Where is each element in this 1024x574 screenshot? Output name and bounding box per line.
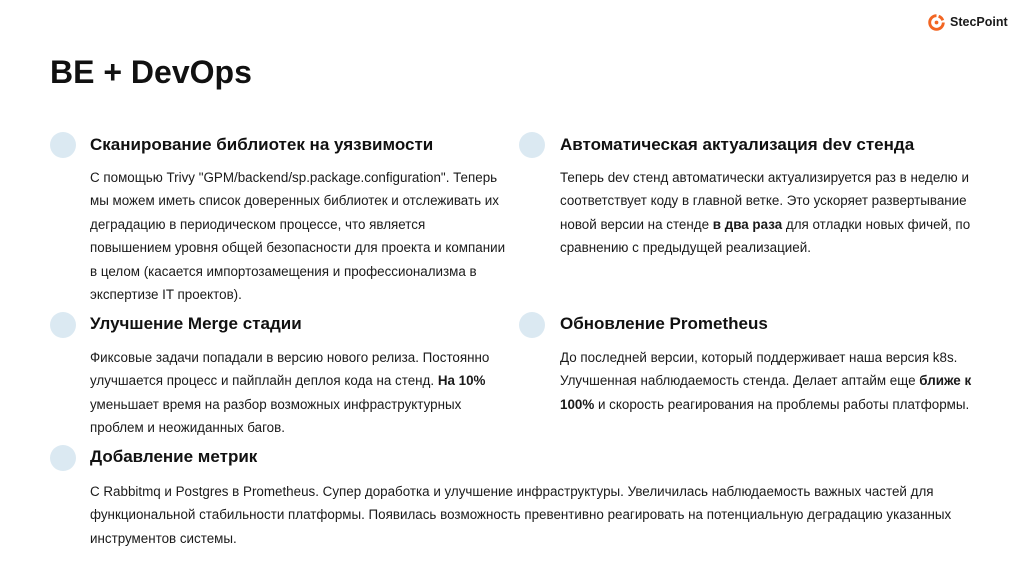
bullet-circle-icon xyxy=(519,312,545,338)
block-text-merge-stage xyxy=(90,346,510,440)
block-text-dev-stand xyxy=(560,166,980,260)
bullet-circle-icon xyxy=(50,312,76,338)
bullet-circle-icon xyxy=(50,132,76,158)
brand-name: StecPoint xyxy=(950,15,1008,29)
block-text-merge-stage-highlight: На 10% xyxy=(437,373,486,389)
slide-title: BE + DevOps xyxy=(50,54,252,90)
block-text-prometheus-update-highlight: ближе к 100% xyxy=(560,373,972,412)
block-text-metrics: С Rabbitmq и Postgres в Prometheus. Супер доработка и улучшение инфраструктуры. Увеличилась наблюдаемость важных частей для функциональной стабильности платформы. Появилась возможность превентивно реагировать на потенциальную деградацию указанных инструментов системы. xyxy=(90,484,952,546)
block-title-metrics: Добавление метрик xyxy=(90,447,258,466)
block-text-dev-stand-highlight: в два раза xyxy=(712,216,783,232)
block-text-dev-stand-part1: Теперь dev стенд автоматически актуализируется раз в неделю и соответствует коду в главной ветке. Это ускоряет развертывание новой версии на стенде xyxy=(560,170,969,232)
block-title-library-scan: Сканирование библиотек на уязвимости xyxy=(90,135,434,154)
block-text-merge-stage-part2: уменьшает время на разбор возможных инфраструктурных проблем и неожиданных багов. xyxy=(90,396,462,436)
stecpoint-logo xyxy=(928,12,1008,32)
bullet-circle-icon xyxy=(50,445,76,471)
block-text-dev-stand-part2: для отладки новых фичей, по сравнению с предыдущей реализацией. xyxy=(560,216,971,256)
bullet-circle-icon xyxy=(519,132,545,158)
stecpoint-ring-icon xyxy=(928,14,945,31)
block-text-library-scan: С помощью Trivy "GPM/backend/sp.package.configuration". Теперь мы можем иметь список доверенных библиотек и отслеживать их деградацию в периодическом процессе, что является повышением уровня общей безопасности для проекта и компании в целом (касается импортозамещения и профессионализма в экспертизе IT проектов). xyxy=(90,170,506,303)
block-title-prometheus-update: Обновление Prometheus xyxy=(560,314,768,333)
block-text-merge-stage-part1: Фиксовые задачи попадали в версию нового релиза. Постоянно улучшается процесс и пайплайн деплоя кода на стенд. xyxy=(90,350,490,389)
block-text-prometheus-update-part2: и скорость реагирования на проблемы работы платформы. xyxy=(594,396,970,412)
block-title-dev-stand: Автоматическая актуализация dev стенда xyxy=(560,135,915,154)
block-text-prometheus-update xyxy=(560,346,980,416)
block-title-merge-stage: Улучшение Merge стадии xyxy=(90,314,302,333)
block-text-prometheus-update-part1: До последней версии, который поддерживает наша версия k8s. Улучшенная наблюдаемость стенда. Делает аптайм еще xyxy=(560,350,958,389)
